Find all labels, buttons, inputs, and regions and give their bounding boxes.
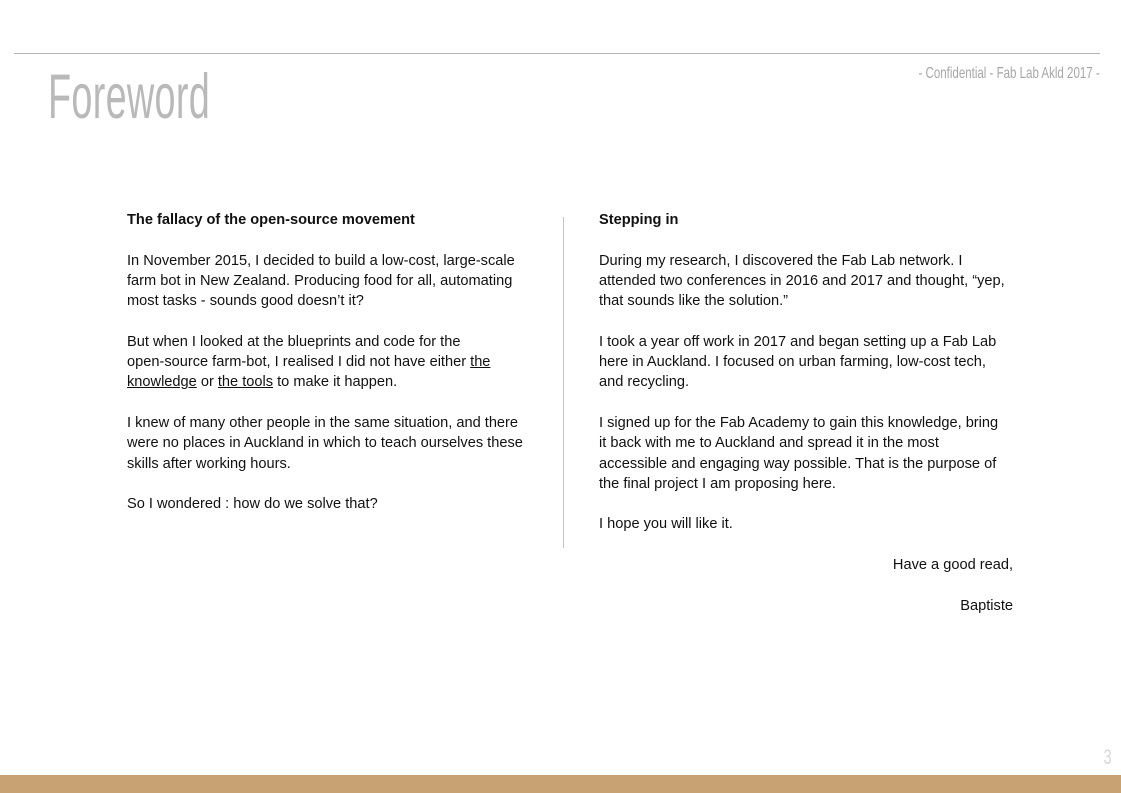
text-line: were no places in Auckland in which to teach ourselves these	[127, 435, 523, 452]
text-line: knowledge or the tools to make it happen.	[127, 374, 398, 391]
text-line: I signed up for the Fab Academy to gain this knowledge, bring	[599, 414, 999, 431]
text-line: In November 2015, I decided to build a low-cost, large-scale	[127, 252, 515, 269]
text-line: here in Auckland. I focused on urban farming, low-cost tech,	[599, 354, 986, 371]
text-line: farm bot in New Zealand. Producing food for all, automating	[127, 272, 513, 289]
signoff	[599, 555, 1013, 616]
right-column-heading: Stepping in	[599, 212, 679, 228]
column-divider	[563, 217, 564, 548]
right-column-paragraphs	[599, 251, 1013, 535]
right-column	[599, 210, 1013, 636]
text-line: and recycling.	[599, 374, 690, 391]
text-line: During my research, I discovered the Fab Lab network. I	[599, 252, 963, 269]
underlined-link-text[interactable]: the tools	[217, 374, 274, 391]
text-line: So I wondered : how do we solve that?	[127, 496, 378, 513]
left-column-heading: The fallacy of the open-source movement	[127, 212, 415, 228]
page-title: Foreword	[48, 62, 211, 132]
text-line: I knew of many other people in the same situation, and there	[127, 414, 519, 431]
text-line: most tasks - sounds good doesn’t it?	[127, 293, 364, 310]
accent-bar	[0, 775, 1121, 793]
text-line: accessible and engaging way possible. That is the purpose of	[599, 455, 997, 472]
signoff-line: Baptiste	[960, 597, 1013, 614]
page-number: 3	[1103, 746, 1112, 769]
header-rule	[14, 53, 1100, 54]
paragraph	[127, 332, 527, 393]
left-column-paragraphs	[127, 251, 527, 515]
text-line: I hope you will like it.	[599, 516, 733, 533]
confidential-note: - Confidential - Fab Lab Akld 2017 -	[918, 65, 1100, 82]
signoff-line: Have a good read,	[892, 557, 1013, 574]
left-column	[127, 210, 527, 535]
text-line: attended two conferences in 2016 and 2017 and thought, “yep,	[599, 272, 1005, 289]
paragraph	[599, 251, 1013, 312]
paragraph	[127, 494, 527, 514]
text-line: the final project I am proposing here.	[599, 475, 836, 492]
text-line: I took a year off work in 2017 and began setting up a Fab Lab	[599, 333, 997, 350]
text-line: skills after working hours.	[127, 455, 291, 472]
underlined-link-text[interactable]: knowledge	[127, 374, 197, 391]
paragraph	[599, 514, 1013, 534]
paragraph	[599, 413, 1013, 494]
paragraph	[599, 332, 1013, 393]
text-line: open-source farm-bot, I realised I did not have either the	[127, 354, 491, 371]
text-line: But when I looked at the blueprints and code for the	[127, 333, 461, 350]
text-line: it back with me to Auckland and spread it in the most	[599, 435, 939, 452]
text-line: that sounds like the solution.”	[599, 293, 789, 310]
paragraph	[127, 251, 527, 312]
paragraph	[127, 413, 527, 474]
underlined-link-text[interactable]: the	[470, 354, 491, 371]
